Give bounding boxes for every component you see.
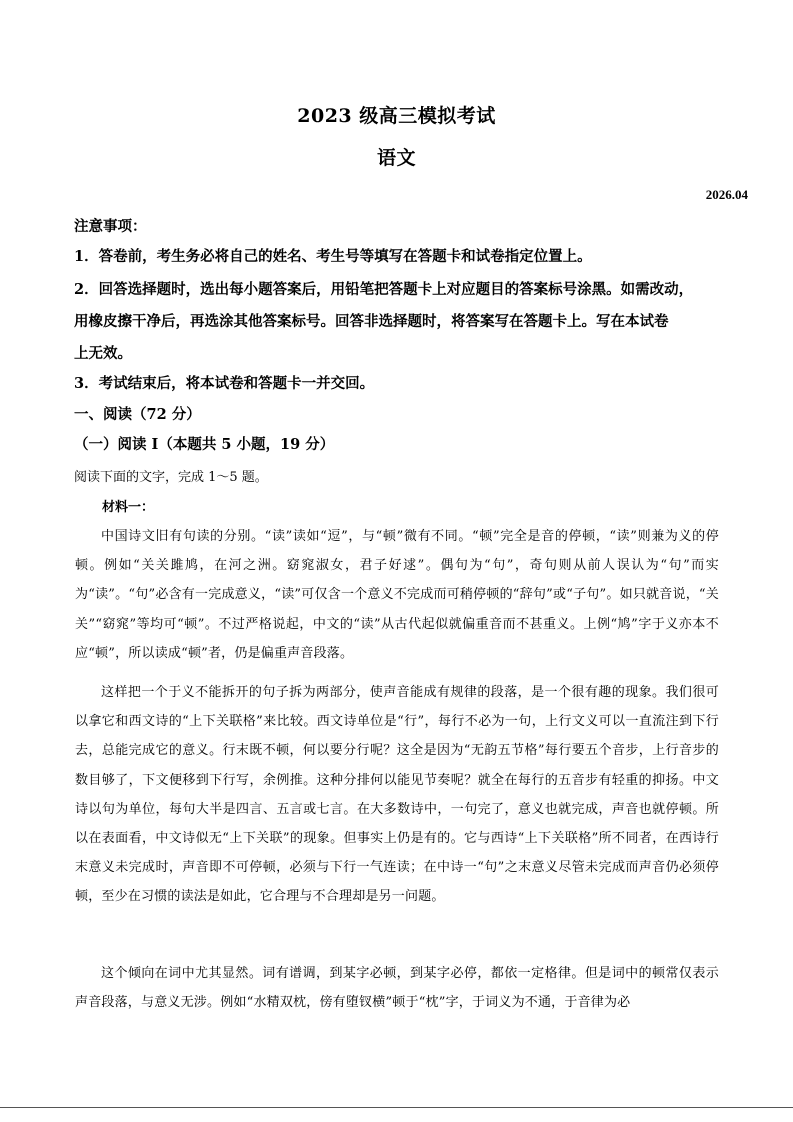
notice-item-2-line-2: 用橡皮擦干净后，再选涂其他答案标号。回答非选择题时，将答案写在答题卡上。写在本试卷 <box>74 313 669 330</box>
notice-item-2-line-3: 上无效。 <box>74 345 132 362</box>
notice-item-1: 1．答卷前，考生务必将自己的姓名、考生号等填写在答题卡和试卷指定位置上。 <box>74 248 592 265</box>
notice-item-2-line-1: 2．回答选择题时，选出每小题答案后，用铅笔把答题卡上对应题目的答案标号涂黑。如需改动， <box>74 281 694 298</box>
passage-paragraph-3: 这个倾向在词中尤其显然。词有谱调，到某字必顿，到某字必停，都依一定格律。但是词中的顿常仅表示声音段落，与意义无涉。例如“水精双枕，傍有堕钗横”顿于“枕”字，于词义为不通，于音律为必 <box>75 966 719 1011</box>
subject-title: 语文 <box>376 147 416 169</box>
passage-paragraph-2: 这样把一个于义不能拆开的句子拆为两部分，使声音能成有规律的段落，是一个很有趣的现象。我们很可以拿它和西文诗的“上下关联格”来比较。西文诗单位是“行”，每行不必为一句，上行文义可以一直流注到下行去，总能完成它的意义。行末既不顿，何以要分行呢？这全是因为“无韵五节格”每行要五个音步，上行音步的数目够了，下文便移到下行写，余例推。这种分排何以能见节奏呢？就全在每行的五音步有轻重的抑扬。中文诗以句为单位，每句大半是四言、五言或七言。在大多数诗中，一句完了，意义也就完成，声音也就停顿。所以在表面看，中文诗似无“上下关联”的现象。但事实上仍是有的。它与西诗“上下关联格”所不同者，在西诗行末意义未完成时，声音即不可停顿，必须与下行一气连读；在中诗一“句”之末意义尽管未完成而声音仍必须停顿，至少在习惯的读法是如此，它合理与不合理却是另一问题。 <box>75 685 719 905</box>
passage-paragraph-1: 中国诗文旧有句读的分别。“读”读如“逗”，与“顿”微有不同。“顿”完全是音的停顿，“读”则兼为义的停顿。例如“关关雎鸠，在河之洲。窈窕淑女，君子好逑”。偶句为“句”，奇句则从前人误认为“句”而实为“读”。“句”必含有一完成意义，“读”可仅含一个意义不完成而可稍停顿的“辞句”或“子句”。如只就音说，“关关”“窈窕”等均可“顿”。不过严格说起，中文的“读”从古代起似就偏重音而不甚重义。上例“鸠”字于义亦本不应“顿”，所以读成“顿”者，仍是偏重声音段落。 <box>75 529 719 661</box>
exam-date: 2026.04 <box>705 187 748 202</box>
exam-title: 2023 级高三模拟考试 <box>297 105 496 127</box>
subsection-heading: （一）阅读 I（本题共 5 小题，19 分） <box>74 436 335 453</box>
reading-instruction: 阅读下面的文字，完成 1～5 题。 <box>74 470 268 485</box>
section-heading: 一、阅读（72 分） <box>74 406 201 423</box>
notice-item-3: 3．考试结束后，将本试卷和答题卡一并交回。 <box>74 375 375 392</box>
notice-heading: 注意事项： <box>74 218 147 235</box>
material-label: 材料一： <box>102 500 155 515</box>
footer-rule <box>0 1107 793 1108</box>
